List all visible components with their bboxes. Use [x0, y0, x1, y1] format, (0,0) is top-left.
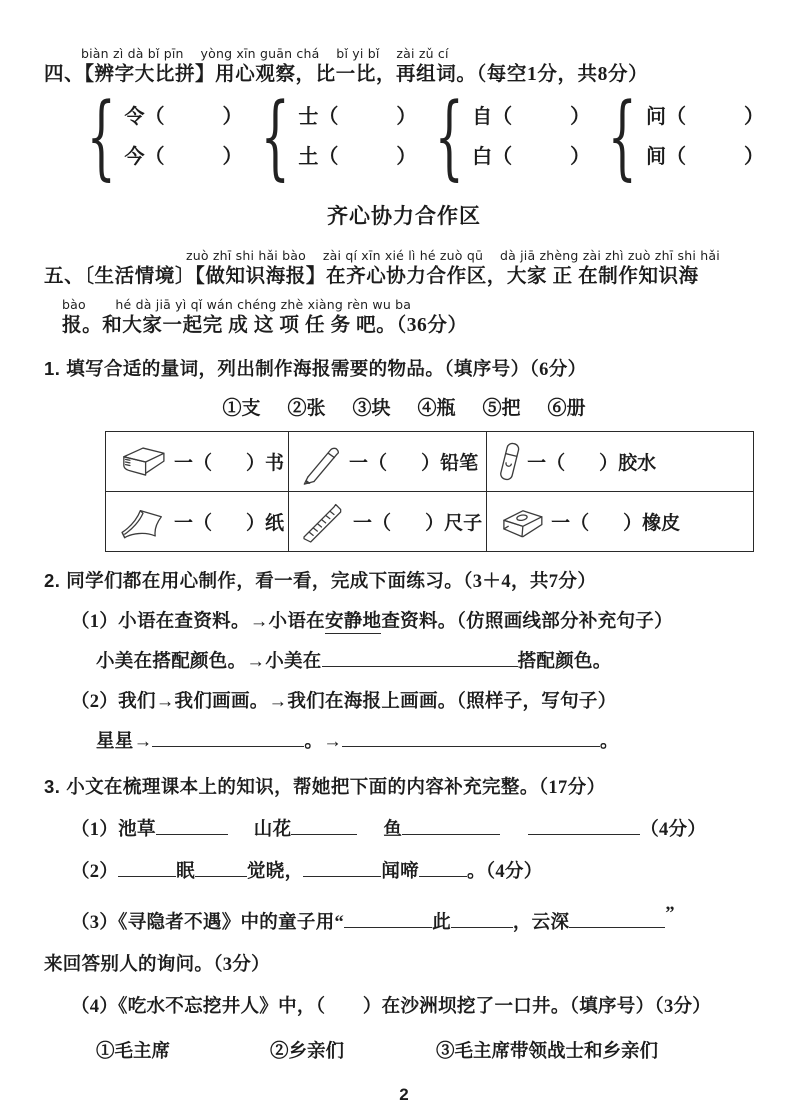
- measure-option: ②张: [287, 398, 326, 419]
- q3-part4: （4）《吃水不忘挖井人》中，（ ）在沙洲坝挖了一口井。（填序号）（3分）: [71, 997, 712, 1017]
- q4-score: （每空1分，共8分）: [476, 64, 649, 85]
- cell-pencil: [289, 432, 487, 492]
- q2-part2-line1: （2）我们→我们画画。→我们在海报上画画。（照样子，写句子）: [71, 692, 617, 712]
- ruler-icon: [299, 497, 349, 547]
- cell-paper: [106, 492, 289, 552]
- answer-blank: [569, 922, 665, 928]
- left-brace-icon: {: [86, 83, 116, 190]
- q5-pinyin-line2: bào hé dà jiā yì qǐ wán chéng zhè xiàng rèn wu ba: [62, 297, 412, 312]
- q5-stem-line2: [62, 312, 764, 339]
- q3-part2: （2） 眠 觉晓， 闻啼 。（4分）: [71, 862, 543, 882]
- answer-blank: [528, 829, 640, 835]
- q3-stem-text: 小文在梳理课本上的知识，帮她把下面的内容补充完整。（17分）: [66, 778, 606, 798]
- q2-number: 2.: [44, 570, 61, 591]
- section-title: 齐心协力合作区: [327, 204, 481, 228]
- answer-blank: [342, 741, 600, 747]
- pair-group-wen-jian: [593, 83, 764, 190]
- pair-bottom: 间（ ）: [645, 146, 764, 168]
- cell-text: 一（ ）铅笔: [349, 453, 479, 474]
- q4-pinyin: biàn zì dà bǐ pīn yòng xīn guān chá bǐ yi bǐ zài zǔ cí: [81, 46, 449, 61]
- answer-blank: [303, 871, 381, 877]
- pair-group-ling-jin: [72, 83, 243, 190]
- q4-stem-text: 四、【辨字大比拼】用心观察，比一比，再组词。: [44, 64, 477, 85]
- q3-part3-line1: （3）《寻隐者不遇》中的童子用“ 此 ，云深 ”: [71, 904, 675, 933]
- answer-blank: [402, 829, 500, 835]
- q2-part2-line2: 星星→ 。→ 。: [96, 732, 619, 752]
- cell-text: 一（ ）胶水: [527, 453, 657, 474]
- measure-option: ④瓶: [417, 398, 456, 419]
- option-2: ②乡亲们: [270, 1042, 345, 1062]
- cell-text: 一（ ）尺子: [353, 513, 483, 534]
- option-1: ①毛主席: [96, 1042, 171, 1062]
- answer-blank: [451, 922, 513, 928]
- closing-quote: ”: [665, 904, 675, 924]
- q3-number: 3.: [44, 776, 61, 797]
- q3-part4-options: [96, 1037, 764, 1063]
- q5-stem-line1: 五、〔生活情境〕【做知识海报】在齐心协力合作区，大家 正 在制作知识海: [44, 266, 699, 287]
- q3-block: [44, 773, 764, 1063]
- q4-pairs-row: [72, 83, 764, 190]
- answer-blank: [118, 871, 176, 877]
- eraser-icon: [497, 504, 547, 540]
- measure-option: ⑥册: [547, 398, 586, 419]
- pair-bottom: 白（ ）: [472, 146, 591, 168]
- q5-pinyin-line1: zuò zhī shi hǎi bào zài qí xīn xié lì hé zuò qū dà jiā zhèng zài zhì zuò zhī shi hǎi: [186, 248, 720, 263]
- measure-option: ⑤把: [482, 398, 521, 419]
- q2-part1-line1: （1）小语在查资料。→小语在安静地查资料。（仿照画线部分补充句子）: [71, 612, 673, 632]
- q2-stem-text: 同学们都在用心制作，看一看，完成下面练习。（3＋4，共7分）: [66, 572, 597, 592]
- measure-option: ①支: [222, 398, 261, 419]
- q3-part1: （1）池草 山花 鱼 （4分）: [71, 820, 707, 840]
- pair-group-shi-tu: [246, 83, 417, 190]
- pair-top: 令（ ）: [124, 106, 243, 128]
- cell-eraser: [487, 492, 754, 552]
- pair-top: 自（ ）: [472, 106, 591, 128]
- cell-text: 一（ ）书: [174, 453, 285, 474]
- answer-blank: [156, 829, 228, 835]
- q1-stem: [44, 355, 764, 384]
- pair-bottom: 今（ ）: [124, 146, 243, 168]
- cell-text: 一（ ）橡皮: [551, 513, 681, 534]
- q5-line2-text: 报。和大家一起完 成 这 项 任 务 吧。: [62, 315, 397, 336]
- table-row: [106, 432, 754, 492]
- page-number: 2: [399, 1085, 409, 1104]
- pair-top: 士（ ）: [298, 106, 417, 128]
- q3-part3-line2: 来回答别人的询问。（3分）: [44, 955, 270, 975]
- q2-block: [44, 567, 764, 756]
- left-brace-icon: {: [608, 83, 638, 190]
- cell-glue: [487, 432, 754, 492]
- answer-blank: [344, 922, 432, 928]
- q5-score: （36分）: [396, 315, 468, 336]
- q1-number: 1.: [44, 358, 61, 379]
- pair-group-zi-bai: [420, 83, 591, 190]
- book-icon: [116, 441, 170, 483]
- glue-icon: [497, 437, 523, 487]
- cell-text: 一（ ）纸: [174, 513, 285, 534]
- answer-blank: [152, 741, 304, 747]
- items-table: [105, 431, 754, 552]
- answer-blank: [195, 871, 247, 877]
- q2-part1-line2: 小美在搭配颜色。→小美在 搭配颜色。: [96, 652, 612, 672]
- q1-block: [44, 355, 764, 552]
- answer-blank: [291, 829, 357, 835]
- q2-stem: [44, 567, 764, 596]
- pair-bottom: 土（ ）: [298, 146, 417, 168]
- q1-stem-text: 填写合适的量词，列出制作海报需要的物品。（填序号）（6分）: [66, 360, 587, 380]
- paper-icon: [116, 501, 170, 543]
- pencil-icon: [299, 438, 345, 486]
- table-row: [106, 492, 754, 552]
- left-brace-icon: {: [260, 83, 290, 190]
- measure-word-options: [44, 393, 764, 420]
- pair-top: 问（ ）: [645, 106, 764, 128]
- underlined-example: 安静地: [324, 612, 382, 632]
- cell-book: [106, 432, 289, 492]
- q4-stem: [44, 61, 764, 88]
- left-brace-icon: {: [434, 83, 464, 190]
- q5-block: [44, 248, 764, 339]
- answer-blank: [322, 661, 518, 667]
- option-3: ③毛主席带领战士和乡亲们: [436, 1042, 659, 1062]
- measure-option: ③块: [352, 398, 391, 419]
- answer-blank: [419, 871, 467, 877]
- q3-stem: [44, 773, 764, 802]
- cell-ruler: [289, 492, 487, 552]
